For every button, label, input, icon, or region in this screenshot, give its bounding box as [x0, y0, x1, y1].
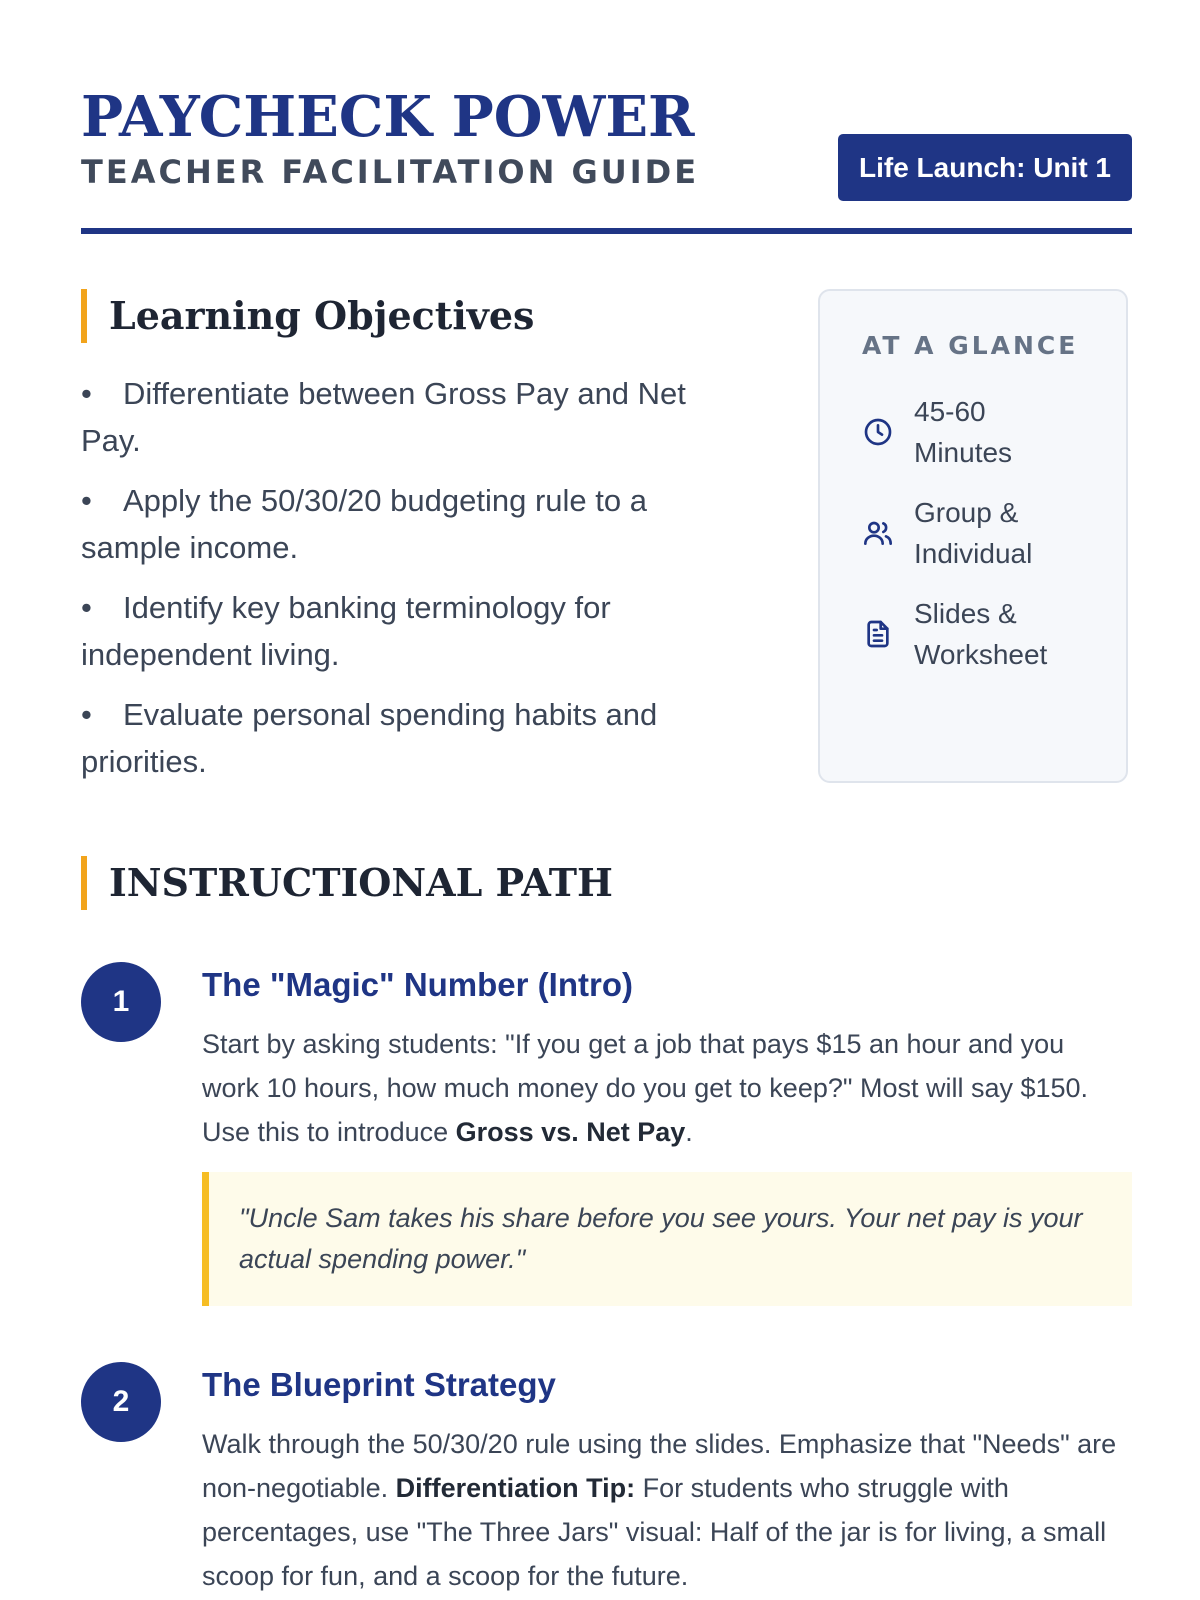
objectives-list [81, 370, 731, 798]
objective-text: Identify key banking terminology for independent living. [81, 590, 611, 672]
bullet-icon: • [81, 483, 92, 518]
bullet-icon: • [81, 590, 92, 625]
page-subtitle: TEACHER FACILITATION GUIDE [81, 153, 700, 191]
clock-icon [862, 416, 894, 448]
step-emphasis: Differentiation Tip: [395, 1473, 636, 1503]
teacher-quote-callout: "Uncle Sam takes his share before you see yours. Your net pay is your actual spending power." [202, 1172, 1132, 1306]
unit-badge: Life Launch: Unit 1 [838, 134, 1132, 201]
at-a-glance-title: AT A GLANCE [862, 331, 1079, 360]
step-title: The Blueprint Strategy [202, 1366, 556, 1403]
step-description [202, 1422, 1122, 1598]
objective-text: Apply the 50/30/20 budgeting rule to a sample income. [81, 483, 647, 565]
step-number-badge: 2 [81, 1362, 161, 1442]
header-divider [81, 228, 1132, 234]
glance-item-materials [862, 593, 1047, 675]
bullet-icon: • [81, 376, 92, 411]
step-text: For students who struggle with percentages, use "The Three Jars" visual: Half of the jar is for living, a small scoop for fun, and a scoop for the future. [202, 1473, 1107, 1591]
step-text: Walk through the 50/30/20 rule using the slides. Emphasize that "Needs" are non-negotiable. [202, 1429, 1117, 1503]
objective-text: Evaluate personal spending habits and priorities. [81, 697, 658, 779]
glance-item-text: Group & Individual [914, 497, 1033, 569]
list-item [81, 370, 731, 464]
list-item [81, 477, 731, 571]
page-title: PAYCHECK POWER [81, 84, 695, 150]
list-item [81, 584, 731, 678]
step-emphasis: Gross vs. Net Pay [455, 1117, 686, 1147]
step-description [202, 1022, 1122, 1154]
at-a-glance-card [818, 289, 1128, 783]
step-text: Start by asking students: "If you get a job that pays $15 an hour and you work 10 hours, how much money do you get to keep?" Most will say $150. Use this to introduce [202, 1029, 1089, 1147]
list-item [81, 691, 731, 785]
document-icon [862, 618, 894, 650]
step-number-badge: 1 [81, 962, 161, 1042]
glance-item-text: Slides & Worksheet [914, 598, 1048, 670]
instructional-path-heading: INSTRUCTIONAL PATH [81, 856, 613, 910]
glance-item-grouping [862, 492, 1032, 574]
bullet-icon: • [81, 697, 92, 732]
objective-text: Differentiate between Gross Pay and Net Pay. [81, 376, 686, 458]
step-title: The "Magic" Number (Intro) [202, 966, 633, 1003]
glance-item-duration [862, 391, 1012, 473]
learning-objectives-heading: Learning Objectives [81, 289, 534, 343]
step-text: . [685, 1117, 693, 1147]
users-icon [862, 517, 894, 549]
glance-item-text: 45-60 Minutes [914, 396, 1013, 468]
